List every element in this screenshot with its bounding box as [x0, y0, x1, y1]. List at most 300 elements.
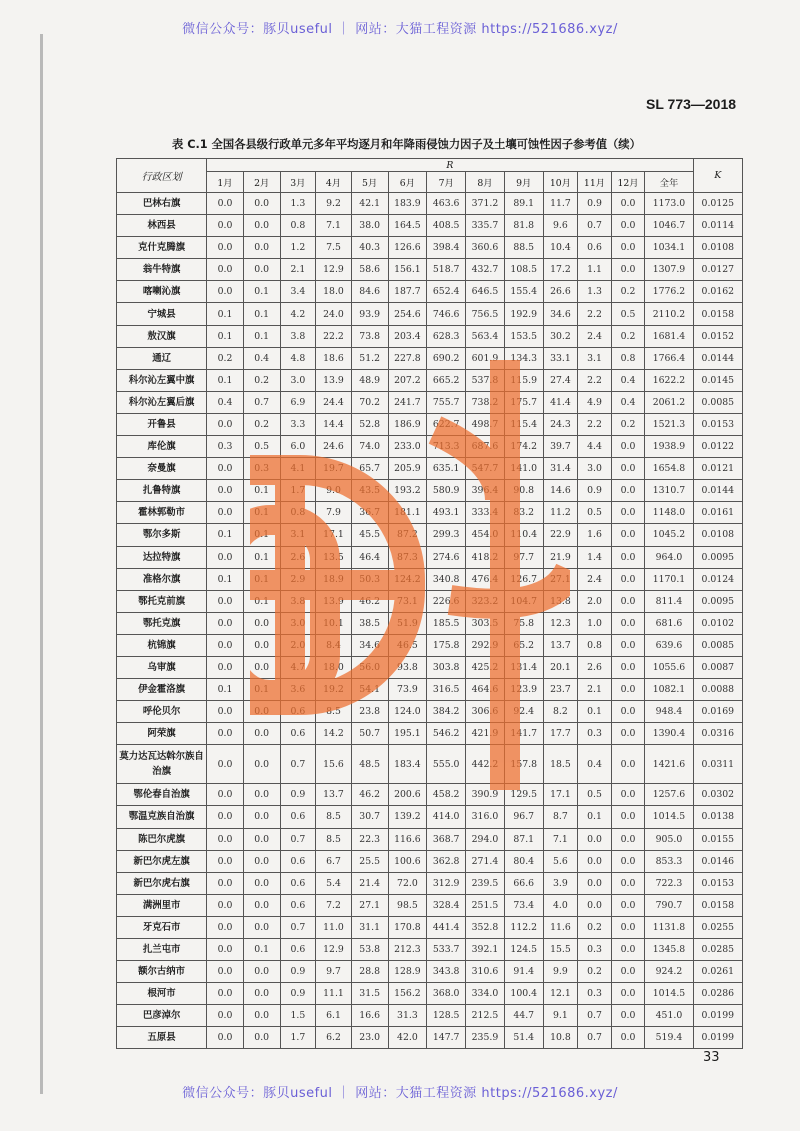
r-value-cell: 310.6 [466, 961, 505, 983]
table-row [117, 281, 743, 303]
r-value-cell: 0.0 [243, 612, 280, 634]
r-value-cell: 31.1 [351, 916, 388, 938]
r-value-cell: 681.6 [645, 612, 693, 634]
header-month: 8月 [466, 172, 505, 193]
table-row [117, 215, 743, 237]
r-value-cell: 147.7 [427, 1027, 466, 1049]
region-name: 准格尔旗 [117, 568, 207, 590]
r-value-cell: 811.4 [645, 590, 693, 612]
r-value-cell: 0.6 [578, 237, 612, 259]
r-value-cell: 0.4 [578, 745, 612, 784]
r-value-cell: 45.5 [351, 524, 388, 546]
r-value-cell: 74.0 [351, 436, 388, 458]
k-value-cell: 0.0255 [693, 916, 742, 938]
r-value-cell: 126.6 [388, 237, 427, 259]
r-value-cell: 924.2 [645, 961, 693, 983]
r-value-cell: 0.7 [280, 745, 316, 784]
r-value-cell: 203.4 [388, 325, 427, 347]
r-value-cell: 27.1 [351, 894, 388, 916]
region-name: 鄂温克族自治旗 [117, 806, 207, 828]
r-value-cell: 853.3 [645, 850, 693, 872]
r-value-cell: 0.0 [207, 872, 244, 894]
r-value-cell: 73.1 [388, 590, 427, 612]
r-value-cell: 0.0 [207, 894, 244, 916]
r-value-cell: 170.8 [388, 916, 427, 938]
r-value-cell: 0.0 [611, 939, 645, 961]
r-value-cell: 50.7 [351, 723, 388, 745]
r-value-cell: 0.0 [611, 806, 645, 828]
region-name: 霍林郭勒市 [117, 502, 207, 524]
r-value-cell: 0.6 [280, 850, 316, 872]
r-value-cell: 0.0 [611, 894, 645, 916]
r-value-cell: 0.1 [243, 281, 280, 303]
r-value-cell: 0.0 [207, 590, 244, 612]
r-value-cell: 38.5 [351, 612, 388, 634]
r-value-cell: 183.9 [388, 193, 427, 215]
r-value-cell: 0.4 [243, 347, 280, 369]
watermark-top: 微信公众号：豚贝useful ｜ 网站：大猫工程资源 https://521686.xyz/ [182, 22, 618, 37]
r-value-cell: 0.5 [243, 436, 280, 458]
r-value-cell: 11.7 [543, 193, 578, 215]
k-value-cell: 0.0108 [693, 237, 742, 259]
r-value-cell: 100.6 [388, 850, 427, 872]
r-value-cell: 0.0 [207, 458, 244, 480]
region-name: 宁城县 [117, 303, 207, 325]
r-value-cell: 21.4 [351, 872, 388, 894]
r-value-cell: 0.7 [578, 215, 612, 237]
r-value-cell: 83.2 [504, 502, 543, 524]
r-value-cell: 0.3 [578, 939, 612, 961]
r-value-cell: 65.7 [351, 458, 388, 480]
r-value-cell: 226.6 [427, 590, 466, 612]
r-value-cell: 34.6 [543, 303, 578, 325]
region-name: 奈曼旗 [117, 458, 207, 480]
r-value-cell: 28.8 [351, 961, 388, 983]
r-value-cell: 44.7 [504, 1005, 543, 1027]
r-value-cell: 164.5 [388, 215, 427, 237]
region-name: 翁牛特旗 [117, 259, 207, 281]
r-value-cell: 27.1 [543, 568, 578, 590]
r-value-cell: 6.2 [316, 1027, 352, 1049]
r-value-cell: 1.0 [578, 612, 612, 634]
r-value-cell: 50.3 [351, 568, 388, 590]
r-value-cell: 4.2 [280, 303, 316, 325]
r-value-cell: 1681.4 [645, 325, 693, 347]
r-value-cell: 0.0 [611, 590, 645, 612]
region-name: 陈巴尔虎旗 [117, 828, 207, 850]
r-value-cell: 0.0 [207, 850, 244, 872]
header-month: 12月 [611, 172, 645, 193]
r-value-cell: 2.4 [578, 568, 612, 590]
r-value-cell: 212.3 [388, 939, 427, 961]
r-value-cell: 46.4 [351, 546, 388, 568]
r-value-cell: 0.1 [207, 524, 244, 546]
header-month: 11月 [578, 172, 612, 193]
r-value-cell: 2061.2 [645, 391, 693, 413]
r-value-cell: 303.5 [466, 612, 505, 634]
r-value-cell: 1766.4 [645, 347, 693, 369]
region-name: 五原县 [117, 1027, 207, 1049]
r-value-cell: 207.2 [388, 369, 427, 391]
k-value-cell: 0.0153 [693, 872, 742, 894]
r-value-cell: 1.7 [280, 480, 316, 502]
r-value-cell: 563.4 [466, 325, 505, 347]
r-value-cell: 13.9 [316, 590, 352, 612]
r-value-cell: 0.3 [243, 458, 280, 480]
region-name: 伊金霍洛旗 [117, 679, 207, 701]
r-value-cell: 0.2 [578, 961, 612, 983]
r-value-cell: 2.2 [578, 413, 612, 435]
r-value-cell: 9.2 [316, 193, 352, 215]
r-value-cell: 72.0 [388, 872, 427, 894]
r-value-cell: 441.4 [427, 916, 466, 938]
r-value-cell: 227.8 [388, 347, 427, 369]
r-value-cell: 192.9 [504, 303, 543, 325]
r-value-cell: 414.0 [427, 806, 466, 828]
r-value-cell: 18.0 [316, 281, 352, 303]
r-value-cell: 2.6 [280, 546, 316, 568]
r-value-cell: 46.2 [351, 590, 388, 612]
k-value-cell: 0.0127 [693, 259, 742, 281]
r-value-cell: 36.7 [351, 502, 388, 524]
r-value-cell: 3.0 [280, 612, 316, 634]
r-value-cell: 0.0 [207, 961, 244, 983]
r-value-cell: 195.1 [388, 723, 427, 745]
r-value-cell: 108.5 [504, 259, 543, 281]
r-value-cell: 0.0 [243, 193, 280, 215]
r-value-cell: 13.7 [543, 634, 578, 656]
r-value-cell: 205.9 [388, 458, 427, 480]
r-value-cell: 628.3 [427, 325, 466, 347]
r-value-cell: 12.9 [316, 939, 352, 961]
r-value-cell: 0.6 [280, 872, 316, 894]
r-value-cell: 323.2 [466, 590, 505, 612]
r-value-cell: 0.1 [243, 524, 280, 546]
r-value-cell: 408.5 [427, 215, 466, 237]
r-value-cell: 622.7 [427, 413, 466, 435]
region-name: 敖汉旗 [117, 325, 207, 347]
region-name: 扎鲁特旗 [117, 480, 207, 502]
k-value-cell: 0.0285 [693, 939, 742, 961]
r-value-cell: 141.0 [504, 458, 543, 480]
r-value-cell: 0.7 [280, 828, 316, 850]
r-value-cell: 0.0 [611, 524, 645, 546]
r-value-cell: 46.2 [351, 784, 388, 806]
r-value-cell: 123.9 [504, 679, 543, 701]
header-month: 2月 [243, 172, 280, 193]
r-value-cell: 0.0 [611, 872, 645, 894]
k-value-cell: 0.0088 [693, 679, 742, 701]
r-value-cell: 139.2 [388, 806, 427, 828]
r-value-cell: 46.5 [388, 634, 427, 656]
header-k: K [693, 159, 742, 193]
r-value-cell: 5.6 [543, 850, 578, 872]
r-value-cell: 713.3 [427, 436, 466, 458]
r-value-cell: 17.1 [543, 784, 578, 806]
header-month: 3月 [280, 172, 316, 193]
r-value-cell: 0.2 [243, 369, 280, 391]
r-value-cell: 316.5 [427, 679, 466, 701]
r-value-cell: 4.1 [280, 458, 316, 480]
r-value-cell: 0.0 [243, 961, 280, 983]
r-value-cell: 1257.6 [645, 784, 693, 806]
r-value-cell: 0.0 [611, 656, 645, 678]
r-value-cell: 19.7 [316, 458, 352, 480]
r-value-cell: 0.0 [243, 1005, 280, 1027]
r-value-cell: 271.4 [466, 850, 505, 872]
r-value-cell: 0.6 [280, 723, 316, 745]
r-value-cell: 175.7 [504, 391, 543, 413]
r-value-cell: 0.0 [207, 916, 244, 938]
r-value-cell: 0.0 [611, 850, 645, 872]
table-row [117, 325, 743, 347]
header-month: 全年 [645, 172, 693, 193]
r-value-cell: 722.3 [645, 872, 693, 894]
region-name: 乌审旗 [117, 656, 207, 678]
k-value-cell: 0.0286 [693, 983, 742, 1005]
r-value-cell: 233.0 [388, 436, 427, 458]
k-value-cell: 0.0199 [693, 1005, 742, 1027]
r-value-cell: 41.4 [543, 391, 578, 413]
r-value-cell: 0.0 [207, 784, 244, 806]
r-value-cell: 4.4 [578, 436, 612, 458]
r-value-cell: 20.1 [543, 656, 578, 678]
r-value-cell: 1345.8 [645, 939, 693, 961]
r-value-cell: 0.0 [207, 939, 244, 961]
header-month: 4月 [316, 172, 352, 193]
r-value-cell: 54.1 [351, 679, 388, 701]
r-value-cell: 48.9 [351, 369, 388, 391]
r-value-cell: 24.6 [316, 436, 352, 458]
r-value-cell: 90.8 [504, 480, 543, 502]
k-value-cell: 0.0155 [693, 828, 742, 850]
r-value-cell: 0.1 [243, 502, 280, 524]
table-caption: 表 C.1 全国各县级行政单元多年平均逐月和年降雨侵蚀力因子及土壤可蚀性因子参考值（续） [172, 138, 641, 151]
r-value-cell: 3.1 [578, 347, 612, 369]
r-value-cell: 7.1 [543, 828, 578, 850]
k-value-cell: 0.0302 [693, 784, 742, 806]
r-value-cell: 0.0 [243, 745, 280, 784]
r-value-cell: 0.0 [243, 916, 280, 938]
r-value-cell: 124.2 [388, 568, 427, 590]
r-value-cell: 17.2 [543, 259, 578, 281]
r-value-cell: 22.3 [351, 828, 388, 850]
header-month: 7月 [427, 172, 466, 193]
r-value-cell: 14.4 [316, 413, 352, 435]
r-value-cell: 9.9 [543, 961, 578, 983]
header-row-top [117, 159, 743, 172]
r-value-cell: 11.0 [316, 916, 352, 938]
r-value-cell: 0.4 [611, 391, 645, 413]
k-value-cell: 0.0144 [693, 347, 742, 369]
r-value-cell: 116.6 [388, 828, 427, 850]
r-value-cell: 0.0 [207, 1027, 244, 1049]
table-row [117, 436, 743, 458]
r-value-cell: 0.5 [578, 784, 612, 806]
r-value-cell: 390.9 [466, 784, 505, 806]
r-value-cell: 0.0 [611, 916, 645, 938]
r-value-cell: 0.5 [578, 502, 612, 524]
table-row [117, 961, 743, 983]
r-value-cell: 0.0 [243, 215, 280, 237]
r-value-cell: 2.0 [280, 634, 316, 656]
table-row [117, 458, 743, 480]
r-value-cell: 0.0 [207, 745, 244, 784]
r-value-cell: 31.3 [388, 1005, 427, 1027]
r-value-cell: 0.0 [207, 1005, 244, 1027]
r-value-cell: 193.2 [388, 480, 427, 502]
r-value-cell: 360.6 [466, 237, 505, 259]
r-value-cell: 0.0 [611, 237, 645, 259]
r-value-cell: 755.7 [427, 391, 466, 413]
r-value-cell: 0.0 [243, 872, 280, 894]
r-value-cell: 493.1 [427, 502, 466, 524]
r-value-cell: 2.2 [578, 303, 612, 325]
data-table [116, 158, 743, 1049]
r-value-cell: 51.9 [388, 612, 427, 634]
r-value-cell: 2110.2 [645, 303, 693, 325]
table-row [117, 546, 743, 568]
header-month: 9月 [504, 172, 543, 193]
r-value-cell: 0.0 [578, 850, 612, 872]
header-region: 行政区划 [117, 159, 207, 193]
r-value-cell: 2.2 [578, 369, 612, 391]
r-value-cell: 0.0 [243, 656, 280, 678]
r-value-cell: 0.9 [578, 480, 612, 502]
r-value-cell: 306.6 [466, 701, 505, 723]
r-value-cell: 0.1 [207, 325, 244, 347]
r-value-cell: 432.7 [466, 259, 505, 281]
header-month: 6月 [388, 172, 427, 193]
r-value-cell: 12.1 [543, 983, 578, 1005]
r-value-cell: 0.0 [243, 806, 280, 828]
table-row [117, 806, 743, 828]
r-value-cell: 13.8 [543, 590, 578, 612]
r-value-cell: 8.5 [316, 701, 352, 723]
page-number: 33 [703, 1050, 720, 1065]
region-name: 开鲁县 [117, 413, 207, 435]
k-value-cell: 0.0152 [693, 325, 742, 347]
r-value-cell: 131.4 [504, 656, 543, 678]
r-value-cell: 1082.1 [645, 679, 693, 701]
r-value-cell: 0.0 [611, 612, 645, 634]
r-value-cell: 6.0 [280, 436, 316, 458]
r-value-cell: 112.2 [504, 916, 543, 938]
r-value-cell: 42.1 [351, 193, 388, 215]
r-value-cell: 652.4 [427, 281, 466, 303]
table-row [117, 656, 743, 678]
r-value-cell: 1.4 [578, 546, 612, 568]
r-value-cell: 87.2 [388, 524, 427, 546]
k-value-cell: 0.0124 [693, 568, 742, 590]
r-value-cell: 8.7 [543, 806, 578, 828]
table-row [117, 259, 743, 281]
r-value-cell: 51.4 [504, 1027, 543, 1049]
r-value-cell: 0.7 [578, 1005, 612, 1027]
k-value-cell: 0.0146 [693, 850, 742, 872]
r-value-cell: 0.1 [578, 806, 612, 828]
r-value-cell: 580.9 [427, 480, 466, 502]
r-value-cell: 343.8 [427, 961, 466, 983]
r-value-cell: 3.6 [280, 679, 316, 701]
r-value-cell: 15.6 [316, 745, 352, 784]
r-value-cell: 1.1 [578, 259, 612, 281]
r-value-cell: 70.2 [351, 391, 388, 413]
r-value-cell: 0.7 [243, 391, 280, 413]
r-value-cell: 635.1 [427, 458, 466, 480]
region-name: 阿荣旗 [117, 723, 207, 745]
r-value-cell: 0.0 [611, 502, 645, 524]
r-value-cell: 303.8 [427, 656, 466, 678]
r-value-cell: 476.4 [466, 568, 505, 590]
table-row [117, 983, 743, 1005]
region-name: 鄂托克旗 [117, 612, 207, 634]
r-value-cell: 13.9 [316, 369, 352, 391]
r-value-cell: 396.4 [466, 480, 505, 502]
r-value-cell: 0.0 [611, 723, 645, 745]
r-value-cell: 3.3 [280, 413, 316, 435]
r-value-cell: 13.7 [316, 784, 352, 806]
r-value-cell: 34.6 [351, 634, 388, 656]
r-value-cell: 0.0 [207, 237, 244, 259]
k-value-cell: 0.0158 [693, 303, 742, 325]
header-r: R [207, 159, 693, 172]
r-value-cell: 156.1 [388, 259, 427, 281]
header-row-months [117, 172, 743, 193]
r-value-cell: 0.4 [207, 391, 244, 413]
r-value-cell: 13.5 [316, 546, 352, 568]
r-value-cell: 10.4 [543, 237, 578, 259]
r-value-cell: 0.5 [611, 303, 645, 325]
r-value-cell: 22.2 [316, 325, 352, 347]
r-value-cell: 87.3 [388, 546, 427, 568]
k-value-cell: 0.0121 [693, 458, 742, 480]
r-value-cell: 690.2 [427, 347, 466, 369]
r-value-cell: 48.5 [351, 745, 388, 784]
r-value-cell: 3.8 [280, 590, 316, 612]
r-value-cell: 738.2 [466, 391, 505, 413]
r-value-cell: 212.5 [466, 1005, 505, 1027]
r-value-cell: 2.6 [578, 656, 612, 678]
r-value-cell: 110.4 [504, 524, 543, 546]
r-value-cell: 3.4 [280, 281, 316, 303]
r-value-cell: 153.5 [504, 325, 543, 347]
r-value-cell: 52.8 [351, 413, 388, 435]
r-value-cell: 7.1 [316, 215, 352, 237]
r-value-cell: 8.5 [316, 806, 352, 828]
r-value-cell: 15.5 [543, 939, 578, 961]
r-value-cell: 175.8 [427, 634, 466, 656]
region-name: 莫力达瓦达斡尔族自治旗 [117, 745, 207, 784]
r-value-cell: 17.7 [543, 723, 578, 745]
r-value-cell: 0.0 [611, 983, 645, 1005]
r-value-cell: 1034.1 [645, 237, 693, 259]
r-value-cell: 2.0 [578, 590, 612, 612]
r-value-cell: 421.9 [466, 723, 505, 745]
r-value-cell: 0.0 [243, 237, 280, 259]
r-value-cell: 0.1 [207, 303, 244, 325]
r-value-cell: 93.9 [351, 303, 388, 325]
r-value-cell: 53.8 [351, 939, 388, 961]
table-row [117, 745, 743, 784]
r-value-cell: 0.0 [611, 458, 645, 480]
r-value-cell: 0.0 [611, 546, 645, 568]
r-value-cell: 1521.3 [645, 413, 693, 435]
r-value-cell: 0.0 [207, 502, 244, 524]
r-value-cell: 58.6 [351, 259, 388, 281]
r-value-cell: 4.0 [543, 894, 578, 916]
r-value-cell: 0.0 [207, 634, 244, 656]
